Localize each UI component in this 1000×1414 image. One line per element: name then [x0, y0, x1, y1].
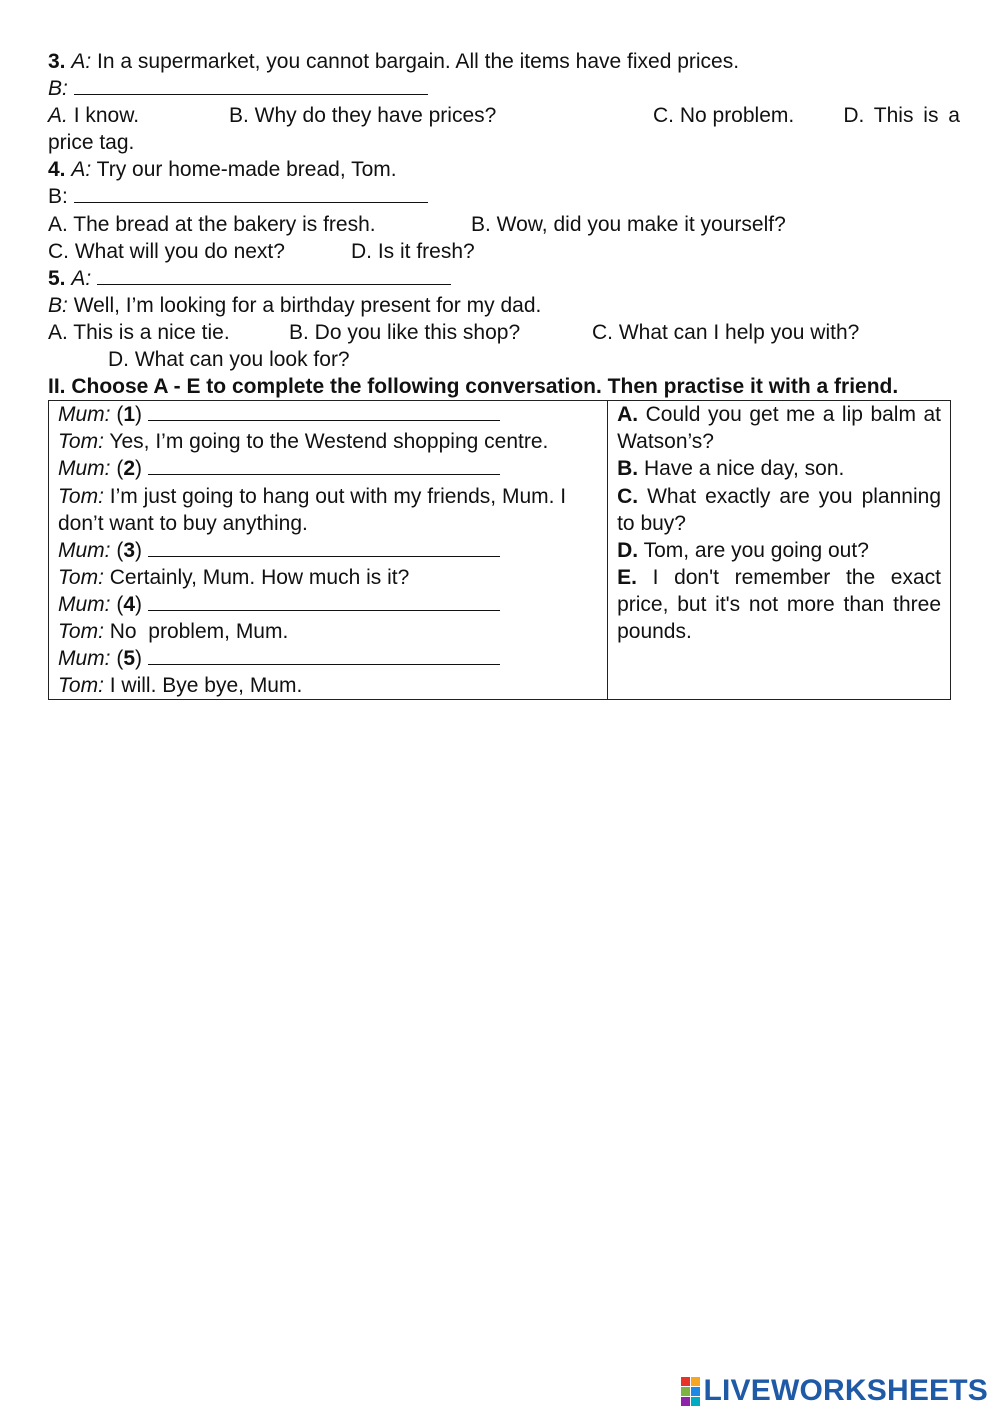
dialogue-blank-2[interactable]	[148, 455, 500, 475]
q4-option-c: C. What will you do next?	[48, 239, 285, 263]
speaker-tom: Tom:	[58, 674, 104, 698]
dialogue-line-mum-2: Mum: (2)	[58, 455, 598, 482]
dialogue-line-mum-3: Mum: (3)	[58, 537, 598, 564]
option-text: Have a nice day, son.	[643, 457, 845, 481]
tom-text: No problem, Mum.	[109, 619, 289, 643]
tom-text: I’m just going to hang out with my friends, Mum. I don’t want to buy anything.	[58, 484, 567, 535]
option-letter: E.	[617, 565, 637, 589]
tom-text: I will. Bye bye, Mum.	[109, 674, 303, 698]
blank-number: 4	[123, 592, 136, 616]
q3-a-text: In a supermarket, you cannot bargain. All the items have fixed prices.	[97, 50, 740, 73]
q4-number: 4.	[48, 158, 66, 182]
q3-number: 3.	[48, 50, 66, 73]
answer-option-c	[617, 483, 941, 537]
option-letter: B.	[617, 457, 639, 481]
q3-option-c: C. No problem.	[653, 104, 795, 128]
option-text: What exactly are you planning to buy?	[617, 484, 941, 535]
q4-answer-line	[48, 183, 960, 210]
speaker-mum: Mum:	[58, 647, 111, 671]
answer-option-e	[617, 564, 941, 645]
q3-prompt	[48, 48, 960, 75]
q5-speaker-b: B:	[48, 293, 68, 317]
q3-option-d-line1: D. This is a	[843, 104, 960, 128]
q5-speaker-a: A:	[71, 266, 92, 290]
q5-b-text: Well, I’m looking for a birthday present for my dad.	[73, 293, 542, 317]
q4-option-b: B. Wow, did you make it yourself?	[471, 212, 786, 236]
q3-speaker-b: B:	[48, 77, 68, 101]
q3-speaker-a: A:	[71, 50, 92, 73]
tom-text: Yes, I’m going to the Westend shopping centre.	[109, 430, 549, 454]
answer-option-d	[617, 537, 941, 564]
worksheet-page	[48, 48, 960, 700]
q4-a-text: Try our home-made bread, Tom.	[96, 158, 397, 182]
dialogue-line-mum-4: Mum: (4)	[58, 591, 598, 618]
q5-option-d: D. What can you look for?	[108, 348, 350, 372]
dialogue-line-tom-2	[58, 483, 598, 537]
speaker-tom: Tom:	[58, 430, 104, 454]
answer-option-b	[617, 455, 941, 482]
q4-option-a: A. The bread at the bakery is fresh.	[48, 212, 376, 236]
liveworksheets-logo[interactable]	[681, 1374, 989, 1408]
dialogue-line-mum-1: Mum: (1)	[58, 401, 598, 428]
q4-prompt	[48, 156, 960, 183]
q5-option-a: A. This is a nice tie.	[48, 320, 230, 344]
q3-option-a-label: A.	[48, 104, 68, 128]
dialogue-blank-5[interactable]	[148, 645, 500, 665]
q4-options-row1	[48, 211, 960, 238]
blank-number: 1	[123, 403, 136, 427]
logo-mark-icon	[681, 1377, 700, 1406]
option-text: I don't remember the exact price, but it's not more than three pounds.	[617, 565, 941, 643]
q5-prompt	[48, 265, 960, 292]
tom-text: Certainly, Mum. How much is it?	[109, 565, 410, 589]
conversation-table	[48, 400, 951, 700]
q5-number: 5.	[48, 266, 66, 290]
dialogue-blank-4[interactable]	[148, 591, 500, 611]
q3-options	[48, 102, 960, 129]
q4-answer-blank[interactable]	[74, 183, 428, 203]
q5-options-row2	[48, 346, 960, 373]
speaker-mum: Mum:	[58, 457, 111, 481]
dialogue-line-tom-1	[58, 428, 598, 455]
q3-answer-line	[48, 75, 960, 102]
q4-options-row2	[48, 238, 960, 265]
q3-option-a: I know.	[73, 104, 140, 128]
q5-b-line	[48, 292, 960, 319]
answer-options-column	[608, 401, 951, 700]
option-text: Could you get me a lip balm at Watson’s?	[617, 403, 941, 454]
speaker-mum: Mum:	[58, 538, 111, 562]
blank-number: 2	[123, 457, 136, 481]
speaker-tom: Tom:	[58, 565, 104, 589]
q5-option-c: C. What can I help you with?	[592, 320, 860, 344]
option-text: Tom, are you going out?	[643, 538, 869, 562]
dialogue-blank-3[interactable]	[148, 537, 500, 557]
option-letter: A.	[617, 403, 639, 427]
logo-text: LIVEWORKSHEETS	[703, 1374, 988, 1407]
dialogue-blank-1[interactable]	[148, 401, 500, 421]
dialogue-column	[49, 401, 608, 700]
dialogue-line-mum-5: Mum: (5)	[58, 645, 598, 672]
q4-speaker-a: A:	[71, 158, 92, 182]
q3-option-b: B. Why do they have prices?	[229, 104, 497, 128]
section-2-heading: II. Choose A - E to complete the following conversation. Then practise it with a friend.	[48, 375, 899, 399]
speaker-tom: Tom:	[58, 484, 104, 508]
answer-option-a	[617, 401, 941, 455]
dialogue-line-tom-3	[58, 564, 598, 591]
q4-option-d: D. Is it fresh?	[351, 239, 475, 263]
dialogue-line-tom-5	[58, 672, 598, 699]
option-letter: C.	[617, 484, 639, 508]
speaker-tom: Tom:	[58, 619, 104, 643]
q5-options-row1	[48, 319, 960, 346]
speaker-mum: Mum:	[58, 592, 111, 616]
speaker-mum: Mum:	[58, 403, 111, 427]
q3-option-d-line2: price tag.	[48, 131, 135, 155]
blank-number: 5	[123, 647, 136, 671]
q5-answer-blank[interactable]	[97, 265, 451, 285]
blank-number: 3	[123, 538, 136, 562]
q3-answer-blank[interactable]	[74, 75, 428, 95]
dialogue-line-tom-4	[58, 618, 598, 645]
option-letter: D.	[617, 538, 639, 562]
q5-option-b: B. Do you like this shop?	[289, 320, 521, 344]
q4-speaker-b: B:	[48, 185, 68, 209]
